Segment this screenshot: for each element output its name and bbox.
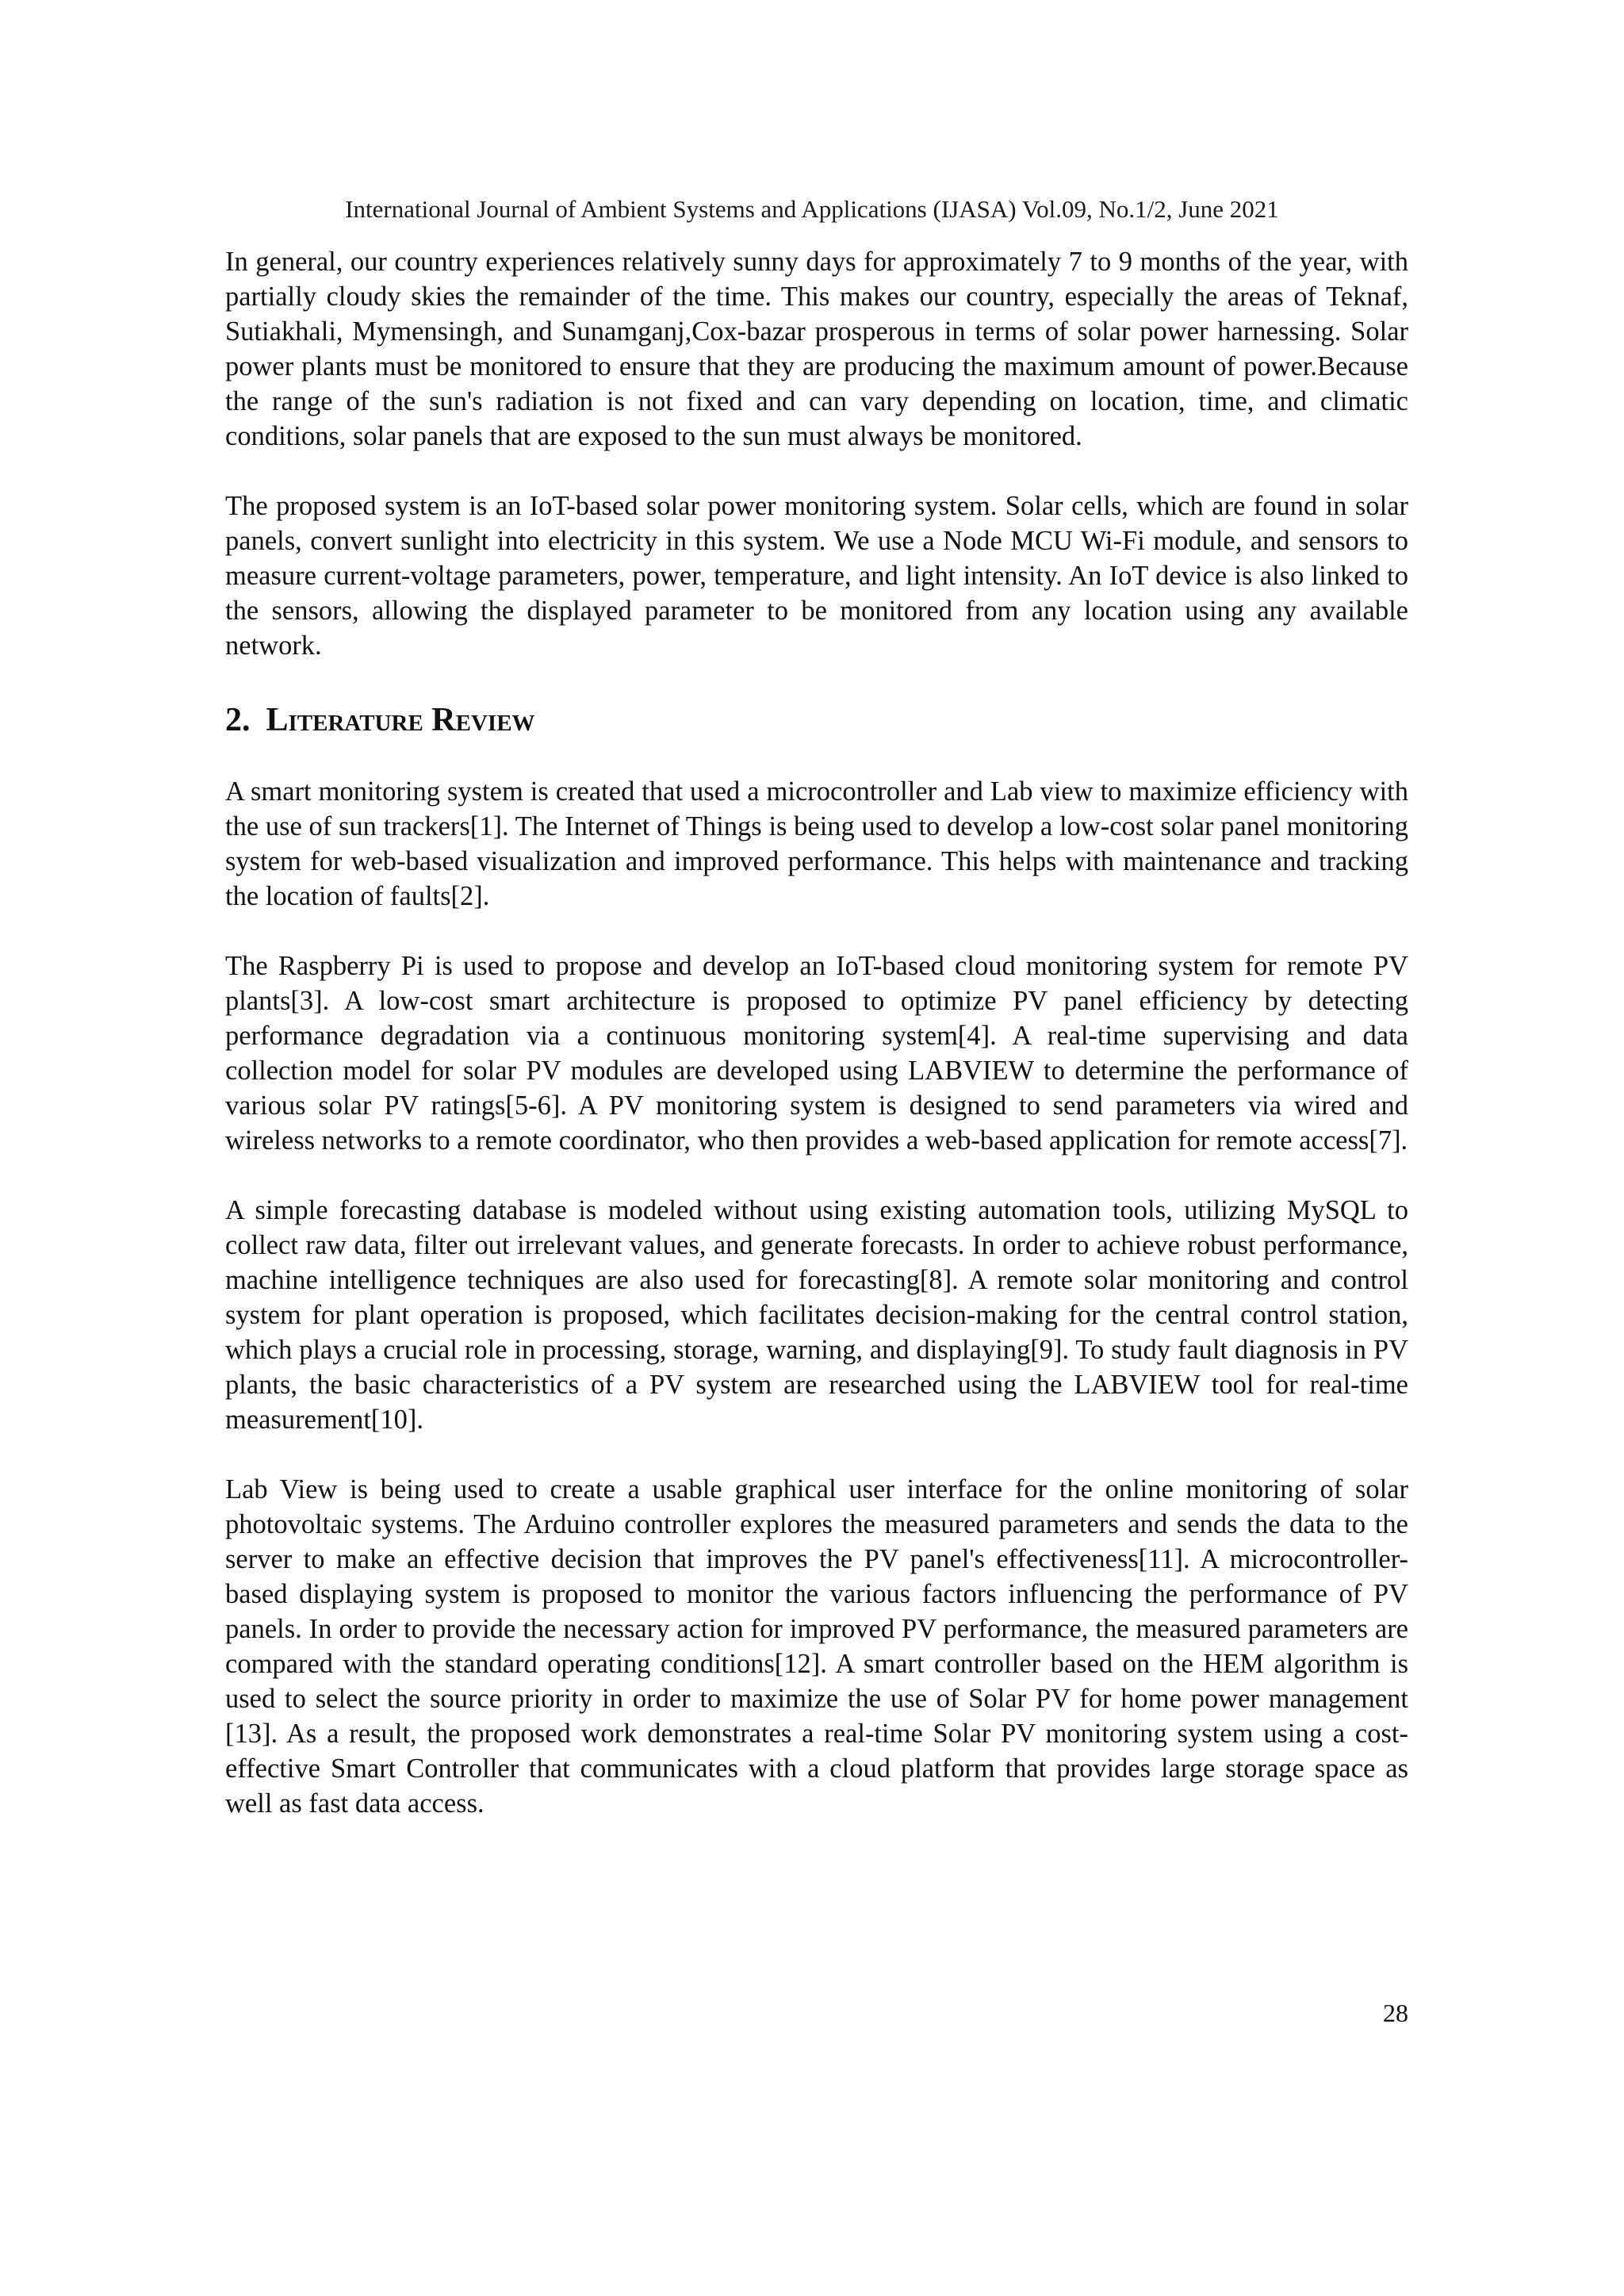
section-title: Literature Review bbox=[266, 702, 535, 738]
literature-paragraph-1: A smart monitoring system is created that used a microcontroller and Lab view to maximize efficiency with the use of sun trackers[1]. The Internet of Things is being used to develop a low-cost solar panel monitoring system for web-based visualization and improved performance. This helps with maintenance and tracking the location of faults[2]. bbox=[225, 776, 1408, 911]
page-body bbox=[225, 244, 1408, 1856]
running-header: International Journal of Ambient Systems and Applications (IJASA) Vol.09, No.1/2, June 2021 bbox=[345, 195, 1279, 223]
intro-paragraph-1: In general, our country experiences relatively sunny days for approximately 7 to 9 months of the year, with partially cloudy skies the remainder of the time. This makes our country, especially the areas of Teknaf, Sutiakhali, Mymensingh, and Sunamganj,Cox-bazar prosperous in terms of solar power harnessing. Solar power plants must be monitored to ensure that they are producing the maximum amount of power.Because the range of the sun's radiation is not fixed and can vary depending on location, time, and climatic conditions, solar panels that are exposed to the sun must always be monitored. bbox=[225, 247, 1408, 451]
literature-paragraph-3: A simple forecasting database is modeled without using existing automation tools, utilizing MySQL to collect raw data, filter out irrelevant values, and generate forecasts. In order to achieve robust performance, machine intelligence techniques are also used for forecasting[8]. A remote solar monitoring and control system for plant operation is proposed, which facilitates decision-making for the central control station, which plays a crucial role in processing, storage, warning, and displaying[9]. To study fault diagnosis in PV plants, the basic characteristics of a PV system are researched using the LABVIEW tool for real-time measurement[10]. bbox=[225, 1195, 1408, 1435]
literature-paragraph-4: Lab View is being used to create a usable graphical user interface for the online monitoring of solar photovoltaic systems. The Arduino controller explores the measured parameters and sends the data to the server to make an effective decision that improves the PV panel's effectiveness[11]. A microcontroller-based displaying system is proposed to monitor the various factors influencing the performance of PV panels. In order to provide the necessary action for improved PV performance, the measured parameters are compared with the standard operating conditions[12]. A smart controller based on the HEM algorithm is used to select the source priority in order to maximize the use of Solar PV for home power management [13]. As a result, the proposed work demonstrates a real-time Solar PV monitoring system using a cost-effective Smart Controller that communicates with a cloud platform that provides large storage space as well as fast data access. bbox=[225, 1474, 1408, 1819]
page-number: 28 bbox=[1383, 1999, 1408, 2027]
intro-paragraph-2: The proposed system is an IoT-based solar power monitoring system. Solar cells, which are found in solar panels, convert sunlight into electricity in this system. We use a Node MCU Wi-Fi module, and sensors to measure current-voltage parameters, power, temperature, and light intensity. An IoT device is also linked to the sensors, allowing the displayed parameter to be monitored from any location using any available network. bbox=[225, 491, 1408, 661]
section-heading bbox=[225, 698, 1408, 742]
literature-paragraph-2: The Raspberry Pi is used to propose and develop an IoT-based cloud monitoring system for remote PV plants[3]. A low-cost smart architecture is proposed to optimize PV panel efficiency by detecting performance degradation via a continuous monitoring system[4]. A real-time supervising and data collection model for solar PV modules are developed using LABVIEW to determine the performance of various solar PV ratings[5-6]. A PV monitoring system is designed to send parameters via wired and wireless networks to a remote coordinator, who then provides a web-based application for remote access[7]. bbox=[225, 951, 1408, 1156]
section-number: 2. bbox=[225, 702, 251, 738]
